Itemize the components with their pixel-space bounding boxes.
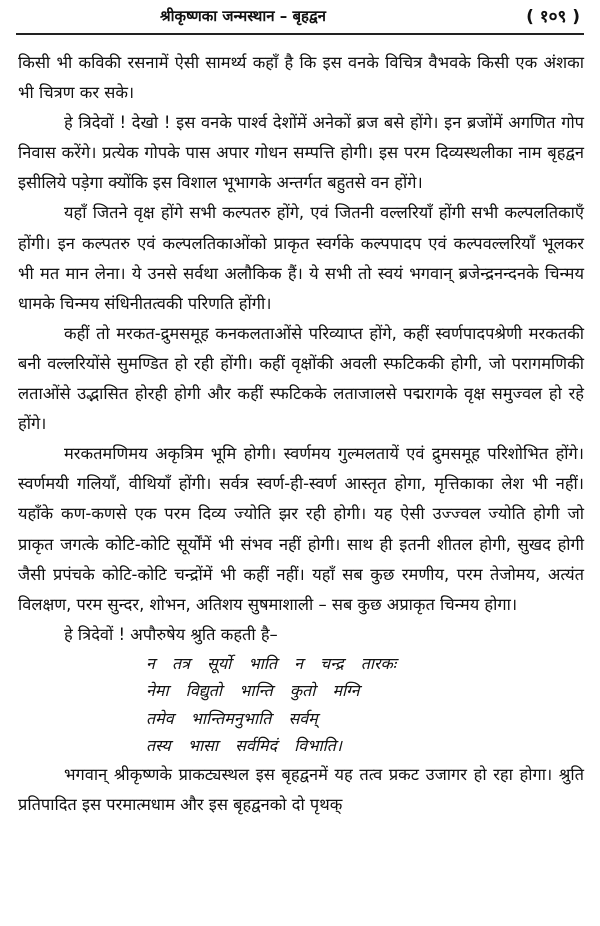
paragraph-5: मरकतमणिमय अकृत्रिम भूमि होगी। स्वर्णमय गुल्मलतायें एवं द्रुमसमूह परिशोभित होंगे। स्वर्णमयी गलियाँ, वीथियाँ होंगी। सर्वत्र स्वर्ण-ही-स्वर्ण आस्तृत होगा, मृत्तिकाका लेश भी नहीं। यहाँके कण-कणसे एक परम दिव्य ज्योति झर रही होगी। यह ऐसी उज्ज्वल ज्योति होगी जो प्राकृत जगत्के कोटि-कोटि सूर्योंमें भी संभव नहीं होगी। साथ ही इतनी शीतल होगी, सुखद होगी जैसी प्रपंचके कोटि-कोटि चन्द्रोंमें भी कहीं नहीं। यहाँ सब कुछ रमणीय, परम तेजोमय, अत्यंत विलक्षण, परम सुन्दर, शोभन, अतिशय सुषमाशाली – सब कुछ अप्राकृत चिन्मय होगा। bbox=[18, 444, 584, 614]
verse-line: नेमा विद्युतो भान्ति कुतो मग्नि bbox=[146, 681, 360, 701]
closing-paragraph: भगवान् श्रीकृष्णके प्राकट्यस्थल इस बृहद्वनमें यह तत्व प्रकट उजागर हो रहा होगा। श्रुति प्रतिपादित इस परमात्मधाम और इस बृहद्वनको दो पृथक् bbox=[18, 764, 584, 814]
verse-line: तमेव भान्तिमनुभाति सर्वम् bbox=[146, 708, 318, 728]
paragraph-3: यहाँ जितने वृक्ष होंगे सभी कल्पतरु होंगे, एवं जितनी वल्लरियाँ होंगी सभी कल्पलतिकाएँ होंगी। इन कल्पतरु एवं कल्पलतिकाओंको प्राकृत स्वर्गके कल्पपादप एवं कल्पवल्लरियाँ भूलकर भी मत मान लेना। ये उनसे सर्वथा अलौकिक हैं। ये सभी तो स्वयं भगवान् ब्रजेन्द्रनन्दनके चिन्मय धामके चिन्मय संधिनीतत्वकी परिणति होंगी। bbox=[18, 203, 584, 313]
page-body bbox=[18, 48, 584, 820]
paragraph-4: कहीं तो मरकत-द्रुमसमूह कनकलताओंसे परिव्याप्त होंगे, कहीं स्वर्णपादपश्रेणी मरकतकी बनी वल्लरियोंसे सुमण्डित हो रही होंगी। कहीं वृक्षोंकी अवली स्फटिककी होगी, जो परागमणिकी लताओंसे उद्भासित होरही होगी और कहीं स्फटिकके लताजालसे पद्मरागके वृक्ष समुज्वल हो रहे होंगे। bbox=[18, 323, 584, 434]
page-title: श्रीकृष्णका जन्मस्थान – बृहद्वन bbox=[160, 7, 326, 25]
paragraph-6: हे त्रिदेवों ! अपौरुषेय श्रुति कहती है– bbox=[64, 624, 278, 644]
page-header bbox=[0, 0, 600, 30]
verse-line: तस्य भासा सर्वमिदं विभाति। bbox=[146, 736, 342, 756]
paragraph-1: किसी भी कविकी रसनामें ऐसी सामर्थ्य कहाँ है कि इस वनके विचित्र वैभवके किसी एक अंशका भी चित्रण कर सके। bbox=[18, 53, 584, 103]
header-divider bbox=[16, 33, 584, 35]
page-number: ( १०९ ) bbox=[526, 7, 580, 27]
verse-block bbox=[18, 650, 584, 760]
verse-line: न तत्र सूर्यो भाति न चन्द्र तारकः bbox=[146, 653, 397, 673]
paragraph-2: हे त्रिदेवों ! देखो ! इस वनके पार्श्व देशोंमें अनेकों ब्रज बसे होंगे। इन ब्रजोंमें अगणित गोप निवास करेंगे। प्रत्येक गोपके पास अपार गोधन सम्पत्ति होगी। इस परम दिव्यस्थलीका नाम बृहद्वन इसीलिये पड़ेगा क्योंकि इस विशाल भूभागके अन्तर्गत बहुतसे वन होंगे। bbox=[18, 113, 584, 193]
